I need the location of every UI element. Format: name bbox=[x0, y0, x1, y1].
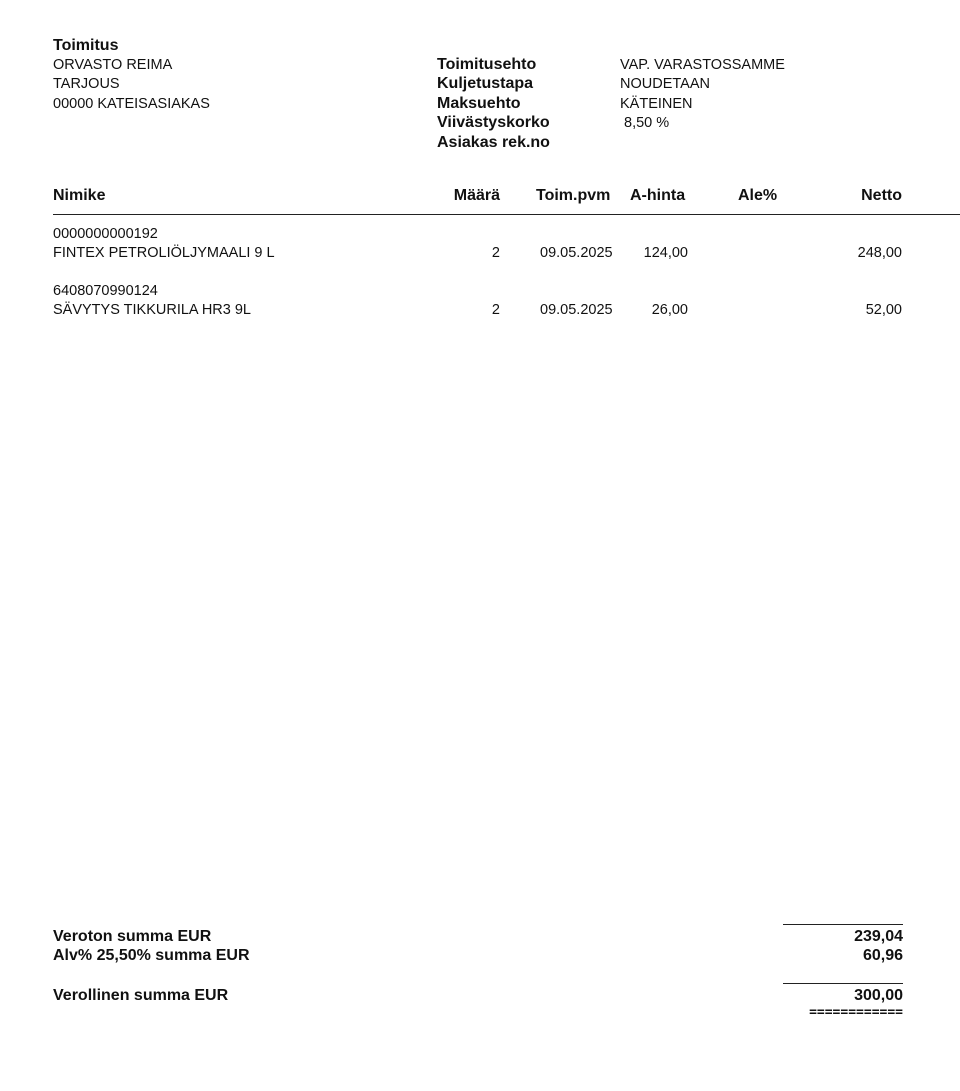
item-qty: 2 bbox=[491, 245, 500, 261]
net-total-label: Veroton summa EUR bbox=[53, 928, 212, 945]
column-header-qty: Määrä bbox=[453, 187, 500, 204]
term-label: Asiakas rek.no bbox=[437, 133, 550, 151]
term-row-shipping-method bbox=[437, 75, 785, 95]
column-header-discount: Ale% bbox=[738, 187, 778, 204]
term-value: VAP. VARASTOSSAMME bbox=[620, 56, 785, 73]
item-unit-price: 26,00 bbox=[651, 302, 688, 318]
delivery-address-block bbox=[53, 36, 210, 114]
column-header-unit-price: A-hinta bbox=[630, 187, 686, 204]
terms-block bbox=[437, 55, 785, 153]
vat-total-value: 60,96 bbox=[862, 947, 903, 964]
item-name: FINTEX PETROLIÖLJYMAALI 9 L bbox=[53, 245, 275, 261]
term-label: Kuljetustapa bbox=[437, 75, 534, 93]
item-date: 09.05.2025 bbox=[540, 302, 613, 318]
item-net: 52,00 bbox=[865, 302, 902, 318]
term-row-payment-terms bbox=[437, 94, 785, 114]
item-net: 248,00 bbox=[857, 245, 902, 261]
term-label: Viivästyskorko bbox=[437, 114, 550, 132]
term-row-late-interest bbox=[437, 114, 785, 134]
gross-total-value: 300,00 bbox=[854, 987, 903, 1004]
term-label: Toimitusehto bbox=[437, 55, 537, 73]
item-unit-price: 124,00 bbox=[643, 245, 688, 261]
net-total-value: 239,04 bbox=[854, 928, 903, 945]
delivery-line-type: TARJOUS bbox=[53, 76, 120, 92]
item-date: 09.05.2025 bbox=[540, 245, 613, 261]
double-underline: ============ bbox=[809, 1005, 903, 1020]
column-header-net: Netto bbox=[861, 187, 902, 204]
delivery-line-customer: ORVASTO REIMA bbox=[53, 56, 173, 73]
gross-total-label: Verollinen summa EUR bbox=[53, 987, 229, 1004]
delivery-line-postal: 00000 KATEISASIAKAS bbox=[53, 95, 210, 112]
column-header-date: Toim.pvm bbox=[536, 187, 611, 204]
item-code: 0000000000192 bbox=[53, 226, 158, 242]
vat-total-label: Alv% 25,50% summa EUR bbox=[53, 947, 250, 964]
item-name: SÄVYTYS TIKKURILA HR3 9L bbox=[53, 302, 251, 318]
subtotal-rule bbox=[783, 924, 903, 925]
term-row-customer-reg-no bbox=[437, 133, 785, 153]
table-row bbox=[0, 226, 960, 266]
term-value: NOUDETAAN bbox=[620, 76, 710, 93]
header-divider bbox=[53, 214, 960, 215]
item-code: 6408070990124 bbox=[53, 283, 158, 299]
grand-total-rule bbox=[783, 983, 903, 984]
term-value: 8,50 % bbox=[620, 115, 670, 132]
term-row-delivery-terms bbox=[437, 55, 785, 75]
item-qty: 2 bbox=[491, 302, 500, 318]
table-row bbox=[0, 283, 960, 323]
term-label: Maksuehto bbox=[437, 94, 521, 112]
column-header-name: Nimike bbox=[53, 187, 106, 204]
items-column-header bbox=[0, 187, 960, 207]
delivery-heading: Toimitus bbox=[53, 37, 119, 54]
term-value: KÄTEINEN bbox=[620, 95, 693, 112]
